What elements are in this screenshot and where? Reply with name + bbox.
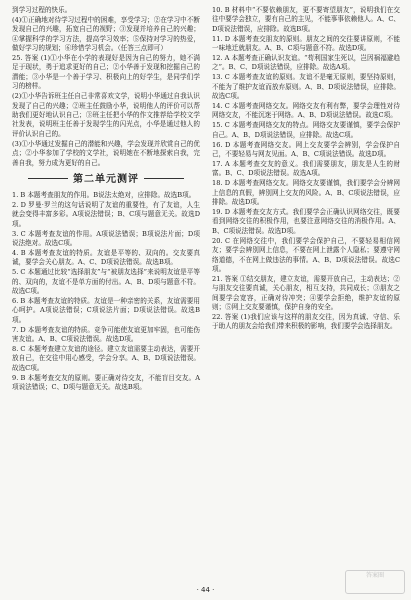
answer-paragraph: 9. B 本题考查交友的原则。要正确对待交友，不能盲目交友。A项说法错误；C、D项与题意无关。故选B项。 (12, 373, 200, 392)
left-column (12, 6, 200, 392)
answer-paragraph: 19. D 本题考查交友方式。我们要学会正确认识网络交往，既要看到网络交往的积极作用，也要注意网络交往的消极作用。A、B、C项说法错误。故选D项。 (212, 208, 400, 235)
answer-paragraph: 22. 答案 (1)我们应该与这样的朋友交往，因为真诚、守信、乐于助人的朋友会给我们带来积极的影响，我们要学会选择朋友。 (212, 313, 400, 331)
answer-paragraph: (2)①小华告诉班主任自己非常喜欢文学，说明小华通过自我认识发现了自己的兴趣；②班主任鼓励小华，说明他人的评价可以帮助我们更好地认识自己；③班主任把小华的作文推荐给学校文学社发表，说明班主任善于发现学生的闪光点，小华是通过他人的评价认识自己的。 (12, 92, 200, 138)
answer-paragraph: 到学习过程的快乐。 (12, 6, 72, 14)
answer-paragraph: 16. D 本题考查网络交友。网上交友要学会辨别，学会保护自己，不要轻易与网友见面。A、B、C项说法错误。故选D项。 (212, 140, 400, 159)
answer-paragraph: 3. C 本题考查友谊的作用。A项说法错误；B项说法片面；D项说法绝对。故选C项。 (12, 229, 200, 247)
answer-paragraph: 8. C 本题考查建立友谊的途径。建立友谊需要主动表达，需要开放自己，在交往中用心感受，学会分享。A、B、D项说法错误。故选C项。 (12, 344, 200, 372)
section-heading (12, 173, 200, 187)
answer-paragraph: 5. C 本题通过比较“选择朋友”与“被朋友选择”来说明友谊是平等的、双向的，友谊不是单方面的付出。A、B、D项与题意不符。故选C项。 (12, 268, 200, 295)
answer-paragraph: 18. D 本题考查网络交友。网络交友要谨慎，我们要学会分辨网上信息的真假，辨别网上交友的风险。A、B、C项说法错误，应排除。故选D项。 (212, 179, 400, 207)
answer-paragraph: 25. 答案 (1)①小华在小学的表现好是因为自己的努力，她不满足于现状，勇于追求更好的自己；②小华善于发现和挖掘自己的潜能；③小华是一个善于学习、积极向上的好学生，是同学们学习的榜样。 (12, 54, 200, 91)
answer-paragraph: 21. 答案 ①结交朋友，建立友谊，需要开放自己，主动表达；②与朋友交往要真诚，关心朋友，相互支持，共同成长；③朋友之间要学会宽容，正确对待冲突；④要学会拒绝，维护友谊的原则；⑤网上交友要谨慎，保护自身的安全。 (212, 274, 400, 312)
heading-rule-right (144, 178, 184, 179)
answer-paragraph: 2. D 罗曼·罗兰的这句话说明了友谊的重要性，有了友谊，人生就会变得丰富多彩。A项说法错误；B、C项与题意无关。故选D项。 (12, 200, 200, 228)
answer-paragraph: 10. B 材料中“不要依赖朋友，更不要寄望朋友”，说明我们在交往中要学会独立，要有自己的主见，不能事事依赖他人。A、C、D项说法错误，应排除。故选B项。 (212, 6, 400, 33)
answer-paragraph: 1. B 本题考查朋友的作用。B说法太绝对，应排除。故选B项。 (12, 190, 196, 199)
answer-paragraph: 17. A 本题考查交友的意义。我们需要朋友，朋友是人生的财富。B、C、D项说法错误。故选A项。 (212, 160, 400, 178)
watermark-logo: 答案圈 (345, 570, 405, 594)
right-column (212, 6, 400, 332)
section-heading-text: 第二单元测评 (73, 173, 139, 185)
answer-paragraph: (3)①小华通过发掘自己的潜能和兴趣，学会发现并欣赏自己的优点；②小华参加了学校的文学社，说明她在不断地探索自我，完善自我，努力成为更好的自己。 (12, 139, 200, 167)
answer-paragraph: 15. C 本题考查网络交友的特点。网络交友要谨慎，要学会保护自己。A、B、D项说法错误，应排除。故选C项。 (212, 121, 400, 139)
answer-paragraph: 14. C 本题考查网络交友。网络交友有利有弊，要学会理性对待网络交友，不能沉迷于网络。A、B、D项说法错误。故选C项。 (212, 102, 400, 120)
answer-paragraph: 13. C 本题考查友谊的原则。友谊不是毫无原则，要坚持原则，不能为了维护友谊而放弃原则。A、B、D项说法错误，应排除。故选C项。 (212, 73, 400, 101)
answer-paragraph: (4)①正确地对待学习过程中的困难，享受学习；②在学习中不断发现自己的兴趣，拓宽自己的视野；③发现并培养自己的兴趣；④掌握科学的学习方法，提高学习效率；⑤保持对学习的热爱，做好学习的规划；⑥珍惜学习机会。（任答三点即可） (12, 15, 200, 53)
answer-paragraph: 20. C 在网络交往中，我们要学会保护自己，不要轻易相信网友；要学会辨别网上信息，不要在网上泄露个人隐私；要遵守网络道德，不在网上做违法的事情。A、B、D项说法错误。故选C项。 (212, 236, 400, 273)
answer-paragraph: 7. D 本题考查友谊的特质。竞争可能使友谊更加牢固，也可能伤害友谊。A、B、C项说法错误。故选D项。 (12, 325, 200, 343)
answer-paragraph: 12. A 本题考查正确认识友谊。“苟利国家生死以，岂因祸福避趋之”。B、C、D项说法错误，应排除。故选A项。 (212, 54, 400, 72)
page-number: · 44 · (196, 586, 215, 594)
answer-paragraph: 6. B 本题考查友谊的特质。友谊是一种亲密的关系，友谊需要用心呵护。A项说法错误；C项说法片面；D项说法错误。故选B项。 (12, 296, 200, 324)
heading-rule-left (28, 178, 68, 179)
answer-paragraph: 11. D 本题考查交朋友的原则。朋友之间的交往要讲原则，不能一味地迁就朋友。A、B、C项与题意不符。故选D项。 (212, 34, 400, 53)
answer-paragraph: 4. B 本题考查友谊的特质。友谊是平等的、双向的。交友要真诚，要学会关心朋友。A、C、D项说法错误。故选B项。 (12, 248, 200, 267)
